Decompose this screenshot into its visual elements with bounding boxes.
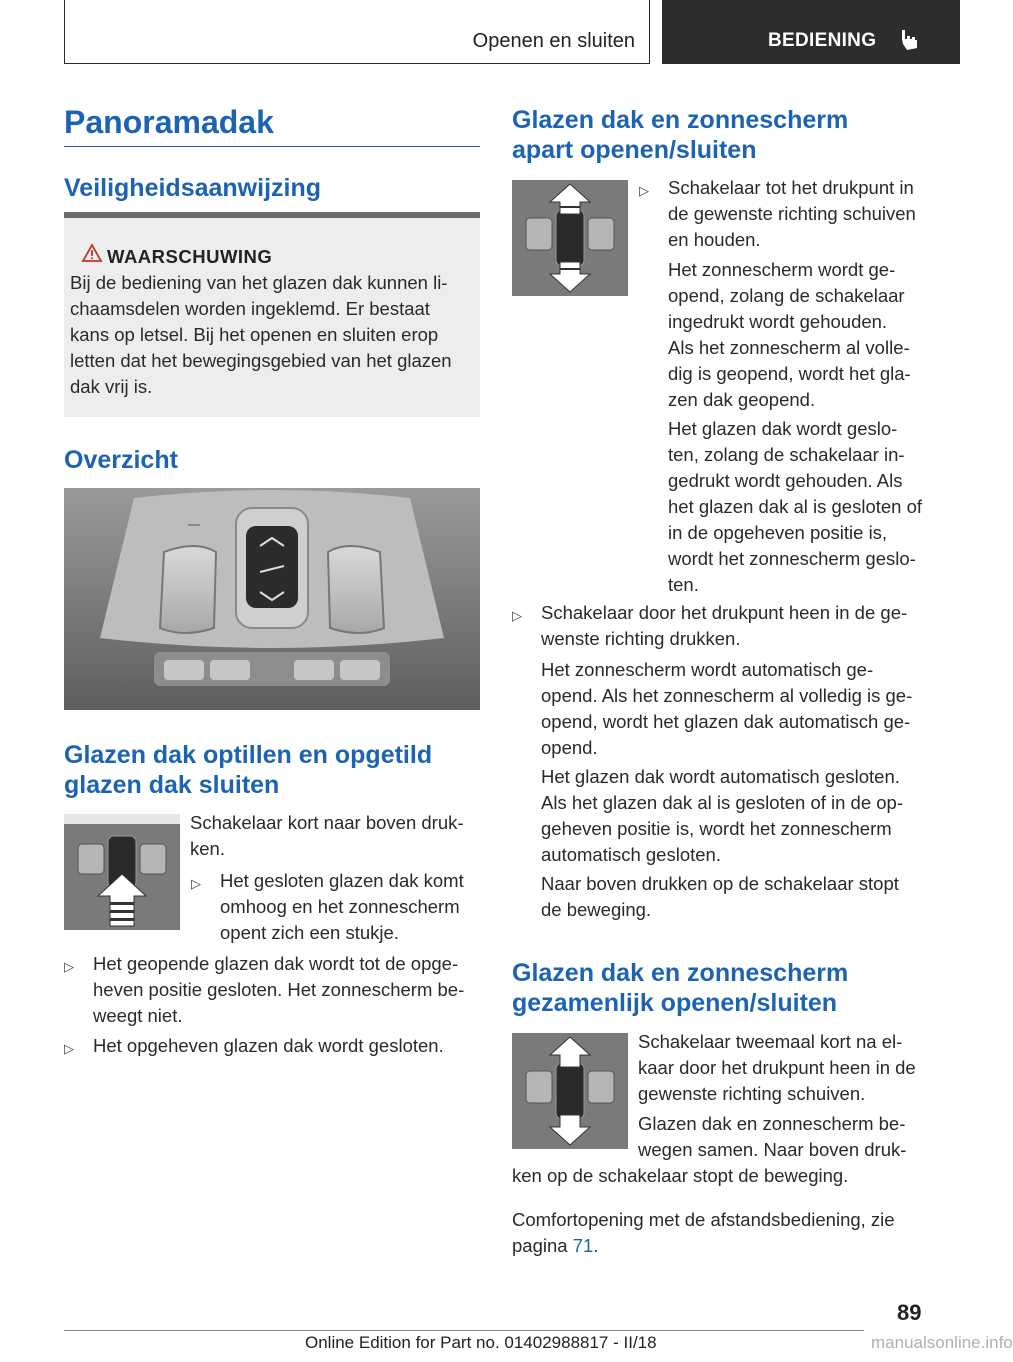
text-line: de gewenste richting schuiven (668, 203, 916, 224)
bullet-icon: ▷ (639, 183, 649, 198)
page-link-71[interactable]: 71 (572, 1235, 594, 1256)
sep-bullet-1 (668, 175, 930, 253)
text-line: dig is geopend, wordt het gla- (668, 363, 911, 384)
tilt-heading-line: glazen dak sluiten (64, 771, 280, 799)
sep-bullet-2-para-2 (541, 657, 931, 761)
text-line: weegt niet. (93, 1005, 183, 1026)
bullet-icon: ▷ (512, 608, 522, 623)
text-line: wordt het zonnescherm geslo- (668, 548, 916, 569)
text-line: geheven positie is, wordt het zonnescherm (541, 818, 892, 839)
text-line: en houden. (668, 229, 761, 250)
warning-line: letten dat het bewegingsgebied van het glazen (70, 350, 452, 371)
text-line: Als het zonnescherm al volle- (668, 337, 910, 358)
warning-text (70, 270, 474, 400)
text-line: Het zonnescherm wordt automatisch ge- (541, 659, 874, 680)
text-line: ten, zolang de schakelaar in- (668, 444, 905, 465)
page-title: Panoramadak (64, 104, 274, 140)
bullet-icon: ▷ (64, 959, 74, 974)
bullet-icon: ▷ (64, 1041, 74, 1056)
text-line: ken. (190, 838, 225, 859)
text-line: Schakelaar tot het drukpunt in (668, 177, 914, 198)
text-line: Schakelaar tweemaal kort na el- (638, 1031, 903, 1052)
tilt-bullet-1 (220, 868, 480, 946)
text-line: ten. (668, 574, 699, 595)
separate-heading-line: apart openen/sluiten (512, 136, 757, 164)
warning-title: WAARSCHUWING (107, 246, 273, 267)
text-line: Schakelaar kort naar boven druk- (190, 812, 464, 833)
text-line: wegen samen. Naar boven druk- (638, 1139, 907, 1160)
text-line: Het gesloten glazen dak komt (220, 870, 464, 891)
warning-box (64, 212, 480, 417)
comfort-prefix: pagina (512, 1235, 573, 1256)
text-line: gewenste richting schuiven. (638, 1083, 866, 1104)
sep-bullet-2-para-3 (541, 764, 931, 868)
text-line: het glazen dak al is gesloten of (668, 496, 923, 517)
text-line: Het zonnescherm wordt ge- (668, 259, 896, 280)
text-line: Het glazen dak wordt geslo- (668, 418, 898, 439)
footer-rule (64, 1330, 864, 1331)
comfort-end: . (593, 1235, 599, 1256)
title-rule (64, 146, 480, 147)
tilt-bullet-3 (93, 1033, 480, 1059)
text-line: ingedrukt wordt gehouden. (668, 311, 888, 332)
tilt-heading (64, 740, 432, 800)
overhead-console-photo (64, 488, 480, 710)
switch-joint-image (512, 1033, 628, 1149)
text-line: in de opgeheven positie is, (668, 522, 888, 543)
text-line: Schakelaar door het drukpunt heen in de ge- (541, 602, 908, 623)
overview-heading: Overzicht (64, 446, 178, 474)
text-line: Het glazen dak wordt automatisch gesloten. (541, 766, 900, 787)
page-number: 89 (897, 1300, 922, 1325)
comfort-paragraph (512, 1207, 932, 1259)
warning-line: chaamsdelen worden ingeklemd. Er bestaat (70, 298, 430, 319)
joint-heading-line: gezamenlijk openen/sluiten (512, 989, 838, 1017)
text-line: kaar door het drukpunt heen in de (638, 1057, 916, 1078)
text-line: automatisch gesloten. (541, 844, 721, 865)
joint-para-1 (638, 1029, 932, 1107)
sep-bullet-2 (541, 600, 931, 652)
header-section-box (64, 0, 650, 64)
text-line: Glazen dak en zonnescherm be- (638, 1113, 906, 1134)
text-line: gedrukt wordt gehouden. Als (668, 470, 903, 491)
warning-line: Bij de bediening van het glazen dak kunnen li- (70, 272, 448, 293)
joint-para-2-top (638, 1111, 932, 1163)
text-line: omhoog en het zonnescherm (220, 896, 460, 917)
text-line: wenste richting drukken. (541, 628, 741, 649)
header-chapter-box (662, 0, 960, 64)
text-line: Als het glazen dak al is gesloten of in de op- (541, 792, 904, 813)
text-line: Het geopende glazen dak wordt tot de opge- (93, 953, 459, 974)
tilt-bullet-2 (93, 951, 480, 1029)
text-line: ken op de schakelaar stopt de beweging. (512, 1165, 849, 1186)
joint-heading-line: Glazen dak en zonnescherm (512, 959, 849, 987)
text-line (512, 1233, 932, 1259)
separate-heading-line: Glazen dak en zonnescherm (512, 106, 849, 134)
tilt-intro (190, 810, 480, 862)
text-line: Het opgeheven glazen dak wordt gesloten. (93, 1035, 444, 1056)
edition-text: Online Edition for Part no. 01402988817 - II/18 (305, 1333, 657, 1352)
joint-heading (512, 958, 848, 1018)
switch-separate-image (512, 180, 628, 296)
sep-bullet-1-para-3 (668, 416, 930, 598)
safety-heading: Veiligheidsaanwijzing (64, 174, 322, 202)
text-line: zen dak geopend. (668, 389, 816, 410)
header-section-title: Openen en sluiten (472, 30, 635, 52)
pointing-hand-icon (898, 28, 920, 52)
warning-line: dak vrij is. (70, 376, 153, 397)
sep-bullet-2-para-4 (541, 871, 931, 923)
tilt-heading-line: Glazen dak optillen en opgetild (64, 741, 433, 769)
text-line: de beweging. (541, 899, 652, 920)
text-line: opent zich een stukje. (220, 922, 399, 943)
bullet-icon: ▷ (191, 876, 201, 891)
text-line: heven positie gesloten. Het zonnescherm be- (93, 979, 465, 1000)
text-line: opend, wordt het glazen dak automatisch ge- (541, 711, 911, 732)
joint-para-2-bottom (512, 1163, 932, 1189)
switch-tilt-image (64, 814, 180, 930)
sep-bullet-1-para-2 (668, 257, 930, 413)
header-chapter-title: BEDIENING (768, 30, 877, 51)
text-line: Comfortopening met de afstandsbediening, zie (512, 1209, 895, 1230)
warning-line: kans op letsel. Bij het openen en sluiten erop (70, 324, 439, 345)
text-line: opend, zolang de schakelaar (668, 285, 905, 306)
text-line: opend. Als het zonnescherm al volledig is ge- (541, 685, 913, 706)
watermark: manualsonline.info (871, 1333, 1013, 1352)
text-line: Naar boven drukken op de schakelaar stopt (541, 873, 899, 894)
warning-triangle-icon (82, 244, 102, 262)
text-line: opend. (541, 737, 598, 758)
separate-heading (512, 105, 848, 165)
